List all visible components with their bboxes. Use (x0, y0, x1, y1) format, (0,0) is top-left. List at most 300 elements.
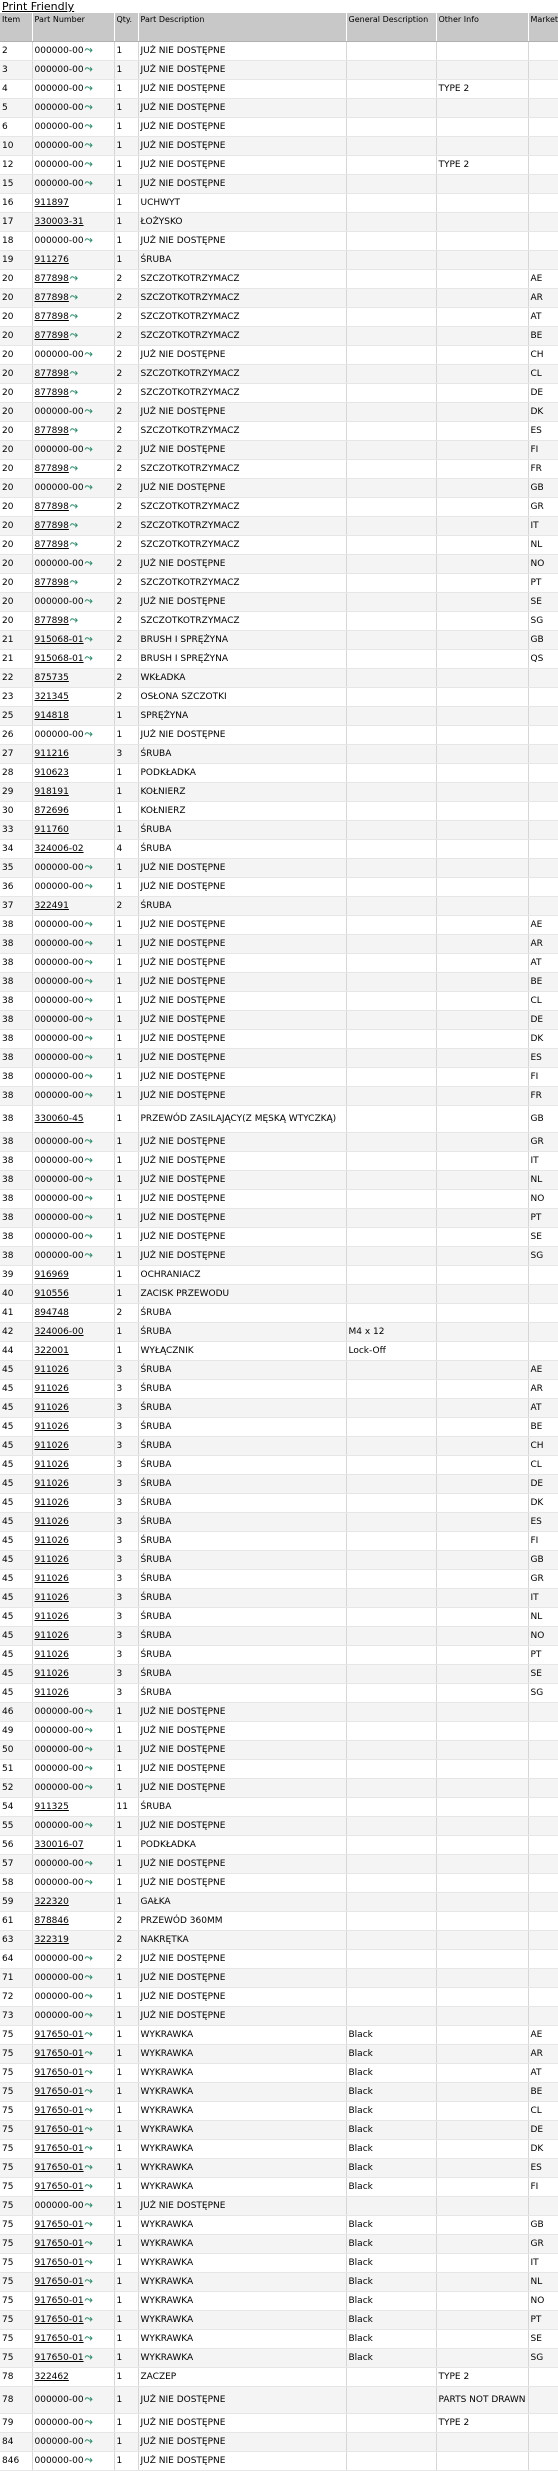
col-header-item[interactable]: Item (0, 13, 32, 42)
part-number-cell[interactable] (32, 650, 114, 669)
part-number-link[interactable]: 911026 (34, 1421, 69, 1432)
substitute-part-icon[interactable]: ⤳ (84, 405, 93, 417)
part-number-link[interactable]: 330060-45 (34, 1113, 84, 1124)
part-number-link[interactable]: 917650-01 (34, 2067, 84, 2078)
substitute-part-icon[interactable]: ⤳ (84, 1819, 93, 1831)
part-number-cell[interactable] (32, 1494, 114, 1513)
part-number-link[interactable]: 877898 (34, 311, 69, 322)
part-number-link[interactable]: 894748 (34, 1307, 69, 1318)
substitute-part-icon[interactable]: ⤳ (84, 63, 93, 75)
part-number-link[interactable]: 877898 (34, 330, 69, 341)
part-number-cell[interactable] (32, 2292, 114, 2311)
substitute-part-icon[interactable]: ⤳ (84, 1249, 93, 1261)
general-description-cell (346, 631, 436, 650)
item-cell: 16 (0, 194, 32, 213)
item-cell: 12 (0, 156, 32, 175)
item-cell: 39 (0, 1266, 32, 1285)
substitute-part-icon[interactable]: ⤳ (69, 500, 78, 512)
table-row (0, 1494, 558, 1513)
part-number-cell[interactable] (32, 213, 114, 232)
part-number-cell[interactable] (32, 1266, 114, 1285)
part-number-link[interactable]: 910556 (34, 1288, 69, 1299)
substitute-part-icon[interactable]: ⤳ (84, 2393, 93, 2405)
part-number-link[interactable]: 877898 (34, 520, 69, 531)
part-number-link[interactable]: 917650-01 (34, 2086, 84, 2097)
part-number-cell[interactable] (32, 536, 114, 555)
part-number-cell[interactable] (32, 1798, 114, 1817)
part-number-link[interactable]: 917650-01 (34, 2124, 84, 2135)
part-number-link[interactable]: 911276 (34, 254, 69, 265)
substitute-part-icon[interactable]: ⤳ (84, 994, 93, 1006)
part-number-link[interactable]: 917650-01 (34, 2029, 84, 2040)
part-number-cell[interactable] (32, 821, 114, 840)
part-number-link[interactable]: 911026 (34, 1402, 69, 1413)
table-row (0, 897, 558, 916)
part-number-link[interactable]: 324006-02 (34, 843, 84, 854)
qty-cell: 1 (114, 992, 138, 1011)
substitute-part-icon[interactable]: ⤳ (84, 1013, 93, 1025)
part-number-text: 000000-00 (34, 2417, 84, 2428)
part-number-cell[interactable] (32, 2235, 114, 2254)
item-cell: 59 (0, 1893, 32, 1912)
qty-cell: 1 (114, 194, 138, 213)
general-description-cell (346, 1912, 436, 1931)
general-description-cell (346, 878, 436, 897)
substitute-part-icon[interactable]: ⤳ (84, 2066, 93, 2078)
substitute-part-icon[interactable]: ⤳ (84, 1135, 93, 1147)
part-number-cell (32, 1969, 114, 1988)
part-number-link[interactable]: 917650-01 (34, 2048, 84, 2059)
part-number-link[interactable]: 911026 (34, 1611, 69, 1622)
substitute-part-icon[interactable]: ⤳ (84, 595, 93, 607)
part-number-cell[interactable] (32, 1684, 114, 1703)
other-info-cell (436, 99, 528, 118)
part-number-cell[interactable] (32, 783, 114, 802)
qty-cell: 1 (114, 2330, 138, 2349)
substitute-part-icon[interactable]: ⤳ (84, 1032, 93, 1044)
part-number-cell[interactable] (32, 2368, 114, 2387)
part-number-link[interactable]: 911216 (34, 748, 69, 759)
substitute-part-icon[interactable]: ⤳ (69, 614, 78, 626)
part-number-link[interactable]: 911026 (34, 1668, 69, 1679)
other-info-cell (436, 2254, 528, 2273)
market-cell (528, 1342, 558, 1361)
part-number-link[interactable]: 877898 (34, 463, 69, 474)
part-number-cell[interactable] (32, 1106, 114, 1133)
part-number-link[interactable]: 917650-01 (34, 2295, 84, 2306)
qty-cell: 2 (114, 441, 138, 460)
substitute-part-icon[interactable]: ⤳ (84, 1762, 93, 1774)
part-number-cell[interactable] (32, 270, 114, 289)
part-number-cell[interactable] (32, 1342, 114, 1361)
part-number-cell[interactable] (32, 327, 114, 346)
other-info-cell (436, 1950, 528, 1969)
part-number-cell[interactable] (32, 517, 114, 536)
general-description-cell (346, 1931, 436, 1950)
part-number-link[interactable]: 915068-01 (34, 653, 84, 664)
part-number-cell[interactable] (32, 612, 114, 631)
part-number-cell[interactable] (32, 422, 114, 441)
substitute-part-icon[interactable]: ⤳ (69, 310, 78, 322)
part-number-cell[interactable] (32, 2216, 114, 2235)
other-info-cell (436, 650, 528, 669)
item-cell: 38 (0, 1152, 32, 1171)
part-number-cell[interactable] (32, 2064, 114, 2083)
description-cell: NAKRĘTKA (138, 1931, 346, 1950)
item-cell: 38 (0, 1068, 32, 1087)
substitute-part-icon[interactable]: ⤳ (84, 1230, 93, 1242)
item-cell: 20 (0, 384, 32, 403)
substitute-part-icon[interactable]: ⤳ (84, 443, 93, 455)
part-number-cell[interactable] (32, 2083, 114, 2102)
substitute-part-icon[interactable]: ⤳ (84, 2237, 93, 2249)
part-number-cell[interactable] (32, 2140, 114, 2159)
part-number-cell[interactable] (32, 2273, 114, 2292)
substitute-part-icon[interactable]: ⤳ (69, 462, 78, 474)
substitute-part-icon[interactable]: ⤳ (84, 234, 93, 246)
part-number-link[interactable]: 917650-01 (34, 2105, 84, 2116)
part-number-cell (32, 479, 114, 498)
part-number-cell[interactable] (32, 1399, 114, 1418)
part-number-cell[interactable] (32, 1532, 114, 1551)
substitute-part-icon[interactable]: ⤳ (84, 937, 93, 949)
market-cell (528, 213, 558, 232)
general-description-cell (346, 1247, 436, 1266)
substitute-part-icon[interactable]: ⤳ (84, 82, 93, 94)
general-description-cell: Black (346, 2235, 436, 2254)
part-number-link[interactable]: 917650-01 (34, 2352, 84, 2363)
part-number-cell[interactable] (32, 498, 114, 517)
col-header-part-description[interactable]: Part Description (138, 13, 346, 42)
general-description-cell (346, 1798, 436, 1817)
substitute-part-icon[interactable]: ⤳ (84, 1781, 93, 1793)
part-number-cell[interactable] (32, 1893, 114, 1912)
part-number-link[interactable]: 911026 (34, 1383, 69, 1394)
substitute-part-icon[interactable]: ⤳ (84, 44, 93, 56)
part-number-link[interactable]: 911026 (34, 1497, 69, 1508)
part-number-link[interactable]: 321345 (34, 691, 69, 702)
part-number-cell[interactable] (32, 688, 114, 707)
part-number-link[interactable]: 911026 (34, 1516, 69, 1527)
substitute-part-icon[interactable]: ⤳ (84, 1089, 93, 1101)
part-number-cell[interactable] (32, 194, 114, 213)
substitute-part-icon[interactable]: ⤳ (69, 538, 78, 550)
other-info-cell (436, 1532, 528, 1551)
part-number-link[interactable]: 911026 (34, 1478, 69, 1489)
substitute-part-icon[interactable]: ⤳ (69, 329, 78, 341)
substitute-part-icon[interactable]: ⤳ (84, 2416, 93, 2428)
part-number-cell[interactable] (32, 1570, 114, 1589)
part-number-cell[interactable] (32, 289, 114, 308)
substitute-part-icon[interactable]: ⤳ (84, 861, 93, 873)
substitute-part-icon[interactable]: ⤳ (84, 177, 93, 189)
part-number-cell[interactable] (32, 1646, 114, 1665)
other-info-cell (436, 897, 528, 916)
part-number-cell[interactable] (32, 1589, 114, 1608)
part-number-link[interactable]: 877898 (34, 539, 69, 550)
col-header-market[interactable]: Market (528, 13, 558, 42)
substitute-part-icon[interactable]: ⤳ (84, 481, 93, 493)
part-number-link[interactable]: 322319 (34, 1934, 69, 1945)
substitute-part-icon[interactable]: ⤳ (69, 424, 78, 436)
col-header-other-info[interactable]: Other Info (436, 13, 528, 42)
other-info-cell (436, 669, 528, 688)
part-number-cell[interactable] (32, 1475, 114, 1494)
substitute-part-icon[interactable]: ⤳ (84, 633, 93, 645)
substitute-part-icon[interactable]: ⤳ (84, 1876, 93, 1888)
substitute-part-icon[interactable]: ⤳ (69, 576, 78, 588)
substitute-part-icon[interactable]: ⤳ (84, 1154, 93, 1166)
part-number-cell[interactable] (32, 2178, 114, 2197)
table-row (0, 764, 558, 783)
substitute-part-icon[interactable]: ⤳ (69, 519, 78, 531)
part-number-cell[interactable] (32, 2121, 114, 2140)
part-number-cell[interactable] (32, 1551, 114, 1570)
substitute-part-icon[interactable]: ⤳ (84, 1192, 93, 1204)
substitute-part-icon[interactable]: ⤳ (84, 2313, 93, 2325)
part-number-link[interactable]: 322001 (34, 1345, 69, 1356)
substitute-part-icon[interactable]: ⤳ (84, 1857, 93, 1869)
part-number-link[interactable]: 324006-00 (34, 1326, 84, 1337)
substitute-part-icon[interactable]: ⤳ (84, 2104, 93, 2116)
part-number-link[interactable]: 916969 (34, 1269, 69, 1280)
part-number-link[interactable]: 917650-01 (34, 2333, 84, 2344)
substitute-part-icon[interactable]: ⤳ (84, 1990, 93, 2002)
substitute-part-icon[interactable]: ⤳ (84, 975, 93, 987)
part-number-link[interactable]: 872696 (34, 805, 69, 816)
part-number-link[interactable]: 911897 (34, 197, 69, 208)
part-number-cell[interactable] (32, 1513, 114, 1532)
substitute-part-icon[interactable]: ⤳ (84, 1952, 93, 1964)
part-number-cell[interactable] (32, 1361, 114, 1380)
part-number-link[interactable]: 917650-01 (34, 2314, 84, 2325)
part-number-cell[interactable] (32, 745, 114, 764)
description-cell: KOŁNIERZ (138, 802, 346, 821)
part-number-link[interactable]: 911026 (34, 1440, 69, 1451)
part-number-text: 000000-00 (34, 1858, 84, 1869)
substitute-part-icon[interactable]: ⤳ (84, 2351, 93, 2363)
part-number-cell[interactable] (32, 1931, 114, 1950)
part-number-link[interactable]: 914818 (34, 710, 69, 721)
part-number-cell[interactable] (32, 840, 114, 859)
part-number-cell[interactable] (32, 2349, 114, 2368)
part-number-cell[interactable] (32, 1380, 114, 1399)
substitute-part-icon[interactable]: ⤳ (84, 2142, 93, 2154)
general-description-cell (346, 441, 436, 460)
other-info-cell (436, 1779, 528, 1798)
description-cell: JUŻ NIE DOSTĘPNE (138, 1247, 346, 1266)
description-cell: ŚRUBA (138, 1570, 346, 1589)
item-cell: 38 (0, 916, 32, 935)
part-number-cell[interactable] (32, 2254, 114, 2273)
part-number-cell[interactable] (32, 365, 114, 384)
substitute-part-icon[interactable]: ⤳ (84, 1173, 93, 1185)
substitute-part-icon[interactable]: ⤳ (84, 2180, 93, 2192)
substitute-part-icon[interactable]: ⤳ (84, 2435, 93, 2447)
substitute-part-icon[interactable]: ⤳ (84, 2454, 93, 2466)
col-header-part-number[interactable]: Part Number (32, 13, 114, 42)
part-number-cell[interactable] (32, 251, 114, 270)
part-number-link[interactable]: 911760 (34, 824, 69, 835)
part-number-link[interactable]: 911026 (34, 1687, 69, 1698)
part-number-link[interactable]: 917650-01 (34, 2219, 84, 2230)
part-number-cell[interactable] (32, 2026, 114, 2045)
item-cell: 5 (0, 99, 32, 118)
substitute-part-icon[interactable]: ⤳ (84, 1705, 93, 1717)
part-number-link[interactable]: 917650-01 (34, 2143, 84, 2154)
part-number-link[interactable]: 330003-31 (34, 216, 84, 227)
part-number-text: 000000-00 (34, 45, 84, 56)
item-cell: 45 (0, 1475, 32, 1494)
part-number-link[interactable]: 911026 (34, 1554, 69, 1565)
substitute-part-icon[interactable]: ⤳ (84, 2275, 93, 2287)
part-number-link[interactable]: 917650-01 (34, 2238, 84, 2249)
substitute-part-icon[interactable]: ⤳ (84, 139, 93, 151)
part-number-cell[interactable] (32, 2311, 114, 2330)
substitute-part-icon[interactable]: ⤳ (84, 158, 93, 170)
col-header-general-description[interactable]: General Description (346, 13, 436, 42)
part-number-link[interactable]: 911026 (34, 1364, 69, 1375)
part-number-link[interactable]: 911026 (34, 1535, 69, 1546)
part-number-cell[interactable] (32, 1608, 114, 1627)
substitute-part-icon[interactable]: ⤳ (84, 348, 93, 360)
part-number-cell[interactable] (32, 1836, 114, 1855)
substitute-part-icon[interactable]: ⤳ (84, 2028, 93, 2040)
part-number-cell[interactable] (32, 2102, 114, 2121)
part-number-link[interactable]: 910623 (34, 767, 69, 778)
part-number-cell[interactable] (32, 460, 114, 479)
part-number-link[interactable]: 330016-07 (34, 1839, 84, 1850)
substitute-part-icon[interactable]: ⤳ (84, 2294, 93, 2306)
part-number-cell[interactable] (32, 802, 114, 821)
part-number-link[interactable]: 877898 (34, 273, 69, 284)
part-number-link[interactable]: 875735 (34, 672, 69, 683)
substitute-part-icon[interactable]: ⤳ (84, 1724, 93, 1736)
part-number-cell[interactable] (32, 1627, 114, 1646)
item-cell: 38 (0, 1106, 32, 1133)
part-number-cell[interactable] (32, 897, 114, 916)
part-number-link[interactable]: 877898 (34, 425, 69, 436)
part-number-link[interactable]: 918191 (34, 786, 69, 797)
substitute-part-icon[interactable]: ⤳ (84, 2256, 93, 2268)
part-number-cell[interactable] (32, 1665, 114, 1684)
substitute-part-icon[interactable]: ⤳ (69, 367, 78, 379)
substitute-part-icon[interactable]: ⤳ (84, 956, 93, 968)
part-number-cell[interactable] (32, 1418, 114, 1437)
substitute-part-icon[interactable]: ⤳ (84, 2218, 93, 2230)
part-number-cell[interactable] (32, 574, 114, 593)
part-number-link[interactable]: 917650-01 (34, 2162, 84, 2173)
substitute-part-icon[interactable]: ⤳ (84, 2161, 93, 2173)
part-number-link[interactable]: 322491 (34, 900, 69, 911)
substitute-part-icon[interactable]: ⤳ (84, 2123, 93, 2135)
table-row (0, 783, 558, 802)
part-number-cell[interactable] (32, 2045, 114, 2064)
substitute-part-icon[interactable]: ⤳ (69, 386, 78, 398)
description-cell: SZCZOTKOTRZYMACZ (138, 422, 346, 441)
part-number-link[interactable]: 878846 (34, 1915, 69, 1926)
part-number-link[interactable]: 911026 (34, 1630, 69, 1641)
substitute-part-icon[interactable]: ⤳ (84, 1211, 93, 1223)
part-number-cell[interactable] (32, 1323, 114, 1342)
part-number-link[interactable]: 877898 (34, 577, 69, 588)
part-number-link[interactable]: 322320 (34, 1896, 69, 1907)
substitute-part-icon[interactable]: ⤳ (69, 291, 78, 303)
other-info-cell (436, 2235, 528, 2254)
substitute-part-icon[interactable]: ⤳ (69, 272, 78, 284)
substitute-part-icon[interactable]: ⤳ (84, 1743, 93, 1755)
substitute-part-icon[interactable]: ⤳ (84, 880, 93, 892)
substitute-part-icon[interactable]: ⤳ (84, 2332, 93, 2344)
part-number-cell[interactable] (32, 1437, 114, 1456)
part-number-link[interactable]: 877898 (34, 501, 69, 512)
part-number-link[interactable]: 917650-01 (34, 2276, 84, 2287)
part-number-link[interactable]: 911026 (34, 1592, 69, 1603)
substitute-part-icon[interactable]: ⤳ (84, 1971, 93, 1983)
other-info-cell (436, 1087, 528, 1106)
substitute-part-icon[interactable]: ⤳ (84, 2199, 93, 2211)
part-number-link[interactable]: 911026 (34, 1649, 69, 1660)
part-number-link[interactable]: 911026 (34, 1573, 69, 1584)
part-number-cell[interactable] (32, 764, 114, 783)
part-number-cell[interactable] (32, 384, 114, 403)
description-cell: SPRĘŻYNA (138, 707, 346, 726)
qty-cell: 2 (114, 669, 138, 688)
substitute-part-icon[interactable]: ⤳ (84, 2009, 93, 2021)
general-description-cell: Black (346, 2254, 436, 2273)
part-number-cell[interactable] (32, 1912, 114, 1931)
part-number-link[interactable]: 877898 (34, 387, 69, 398)
part-number-link[interactable]: 322462 (34, 2371, 69, 2382)
part-number-cell[interactable] (32, 1304, 114, 1323)
part-number-cell[interactable] (32, 2159, 114, 2178)
substitute-part-icon[interactable]: ⤳ (84, 101, 93, 113)
part-number-link[interactable]: 911325 (34, 1801, 69, 1812)
substitute-part-icon[interactable]: ⤳ (84, 557, 93, 569)
part-number-cell[interactable] (32, 1285, 114, 1304)
substitute-part-icon[interactable]: ⤳ (84, 1070, 93, 1082)
item-cell: 2 (0, 42, 32, 61)
part-number-link[interactable]: 877898 (34, 368, 69, 379)
description-cell: ŚRUBA (138, 1646, 346, 1665)
part-number-link[interactable]: 877898 (34, 615, 69, 626)
part-number-link[interactable]: 917650-01 (34, 2257, 84, 2268)
part-number-link[interactable]: 917650-01 (34, 2181, 84, 2192)
print-friendly-link[interactable]: Print Friendly (2, 0, 75, 13)
substitute-part-icon[interactable]: ⤳ (84, 2047, 93, 2059)
part-number-cell[interactable] (32, 707, 114, 726)
part-number-link[interactable]: 915068-01 (34, 634, 84, 645)
general-description-cell (346, 422, 436, 441)
part-number-cell[interactable] (32, 669, 114, 688)
part-number-cell[interactable] (32, 631, 114, 650)
part-number-cell[interactable] (32, 1456, 114, 1475)
item-cell: 38 (0, 1171, 32, 1190)
part-number-cell[interactable] (32, 308, 114, 327)
substitute-part-icon[interactable]: ⤳ (84, 918, 93, 930)
substitute-part-icon[interactable]: ⤳ (84, 120, 93, 132)
substitute-part-icon[interactable]: ⤳ (84, 2085, 93, 2097)
substitute-part-icon[interactable]: ⤳ (84, 652, 93, 664)
part-number-text: 000000-00 (34, 1953, 84, 1964)
part-number-text: 000000-00 (34, 140, 84, 151)
part-number-link[interactable]: 911026 (34, 1459, 69, 1470)
part-number-cell[interactable] (32, 2330, 114, 2349)
part-number-link[interactable]: 877898 (34, 292, 69, 303)
substitute-part-icon[interactable]: ⤳ (84, 1051, 93, 1063)
substitute-part-icon[interactable]: ⤳ (84, 728, 93, 740)
col-header-qty[interactable]: Qty. (114, 13, 138, 42)
